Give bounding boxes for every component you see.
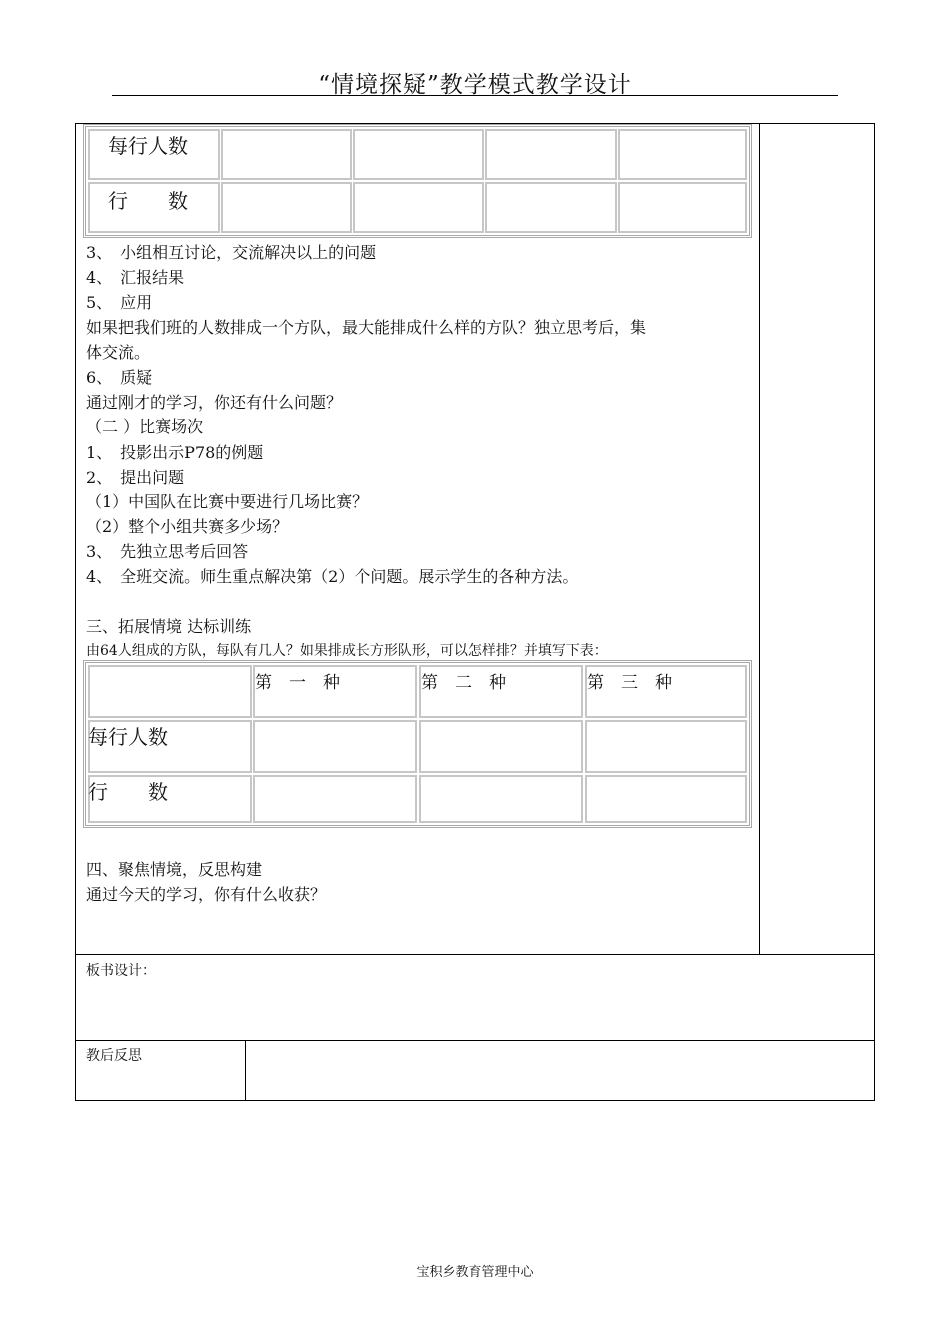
right-column-divider — [759, 123, 760, 954]
table-cell — [618, 182, 747, 233]
row-label-rows: 行 数 — [108, 189, 188, 213]
table-cell — [485, 129, 617, 180]
apply-question: 如果把我们班的人数排成一个方队，最大能排成什么样的方队？独立思考后，集 — [86, 318, 647, 337]
column-header-second: 第 二 种 — [421, 673, 506, 693]
section-extension: 三、拓展情境 达标训练 — [86, 617, 252, 636]
table-cell — [419, 775, 583, 823]
column-header-third: 第 三 种 — [587, 673, 672, 693]
table-cell — [585, 775, 747, 823]
table-cell — [353, 182, 484, 233]
step-report: 4、 汇报结果 — [86, 268, 185, 287]
footer-organization: 宝积乡教育管理中心 — [416, 1265, 534, 1280]
apply-question-cont: 体交流。 — [86, 343, 151, 362]
table-64-person-formation — [83, 660, 752, 828]
table-cell — [485, 182, 617, 233]
matches-step-2: 2、 提出问题 — [86, 468, 185, 487]
step-discuss: 3、 小组相互讨论，交流解决以上的问题 — [86, 243, 377, 262]
table-cell — [221, 182, 352, 233]
matches-step-4: 4、 全班交流。师生重点解决第（2）个问题。展示学生的各种方法。 — [86, 567, 579, 586]
table-cell — [253, 720, 417, 773]
step-apply: 5、 应用 — [86, 293, 153, 312]
extension-task: 由64人组成的方队，每队有几人？如果排成长方形队形，可以怎样排？并填写下表： — [86, 643, 608, 659]
row-label-per-row: 每行人数 — [108, 134, 188, 158]
section-matches: （二 ）比赛场次 — [86, 417, 204, 436]
reflection-label-divider — [245, 1040, 246, 1101]
harvest-question: 通过今天的学习，你有什么收获？ — [86, 885, 327, 904]
matches-question-2: （2）整个小组共赛多少场？ — [86, 517, 289, 536]
reflection-label: 教后反思 — [86, 1048, 142, 1064]
table-cell — [221, 129, 352, 180]
table-cell — [585, 720, 747, 773]
table-cell — [618, 129, 747, 180]
reflection-divider — [75, 1040, 875, 1041]
question-prompt: 通过刚才的学习，你还有什么问题？ — [86, 393, 343, 412]
matches-question-1: （1）中国队在比赛中要进行几场比赛？ — [86, 492, 369, 511]
table-cell — [88, 665, 252, 718]
row-label-per-row: 每行人数 — [88, 725, 168, 749]
section-reflection-build: 四、聚焦情境，反思构建 — [86, 860, 263, 879]
board-design-label: 板书设计： — [86, 963, 156, 979]
column-header-first: 第 一 种 — [255, 673, 340, 693]
table-rows-per-formation-top — [83, 124, 752, 238]
board-design-divider — [75, 954, 875, 955]
matches-step-1: 1、 投影出示P78的例题 — [86, 443, 264, 462]
table-cell — [353, 129, 484, 180]
row-label-rows: 行 数 — [88, 780, 168, 804]
document-title: “情境探疑”教学模式教学设计 — [318, 72, 632, 98]
matches-step-3: 3、 先独立思考后回答 — [86, 542, 249, 561]
header-rule — [112, 95, 838, 96]
table-cell — [419, 720, 583, 773]
step-question: 6、 质疑 — [86, 368, 153, 387]
table-cell — [253, 775, 417, 823]
